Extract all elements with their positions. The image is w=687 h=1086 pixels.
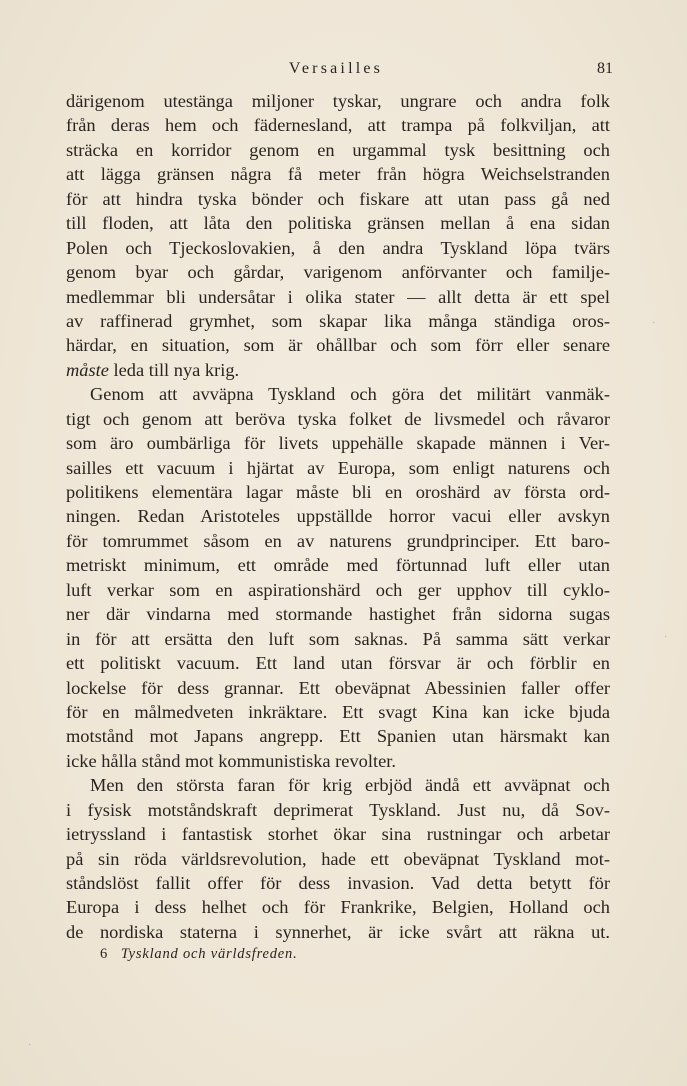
margin-speck: · <box>652 318 656 329</box>
text-line: Polen och Tjeckoslovakien, å den andra Tyskland löpa tvärs <box>66 237 610 258</box>
text-line: Genom att avväpna Tyskland och göra det militärt vanmäk- <box>90 384 610 405</box>
text-line: tigt och genom att beröva tyska folket de livsmedel och råvaror <box>66 408 610 429</box>
signature-title: Tyskland och världsfreden. <box>120 946 298 962</box>
text-line: sträcka en korridor genom en urgammal tysk besittning och <box>66 139 610 160</box>
text-line: på sin röda världsrevolution, hade ett obeväpnat Tyskland mot- <box>66 848 610 869</box>
text-line: Europa i dess helhet och för Frankrike, Belgien, Holland och <box>66 897 610 918</box>
text-line: sailles ett vacuum i hjärtat av Europa, som enligt naturens och <box>66 457 610 478</box>
text-line: till floden, att låta den politiska gränsen mellan å ena sidan <box>66 213 610 234</box>
text-line: från deras hem och fädernesland, att trampa på folkviljan, att <box>66 115 610 136</box>
running-title: Versailles <box>288 60 384 77</box>
body-text <box>66 89 610 944</box>
signature-number: 6 <box>100 946 108 962</box>
text-line: att lägga gränsen några få meter från högra Weichselstranden <box>66 164 610 185</box>
text-line: ietryssland i fantastisk storhet ökar sina rustningar och arbetar <box>66 824 610 845</box>
text-line: för en målmedveten inkräktare. Ett svagt Kina kan icke bjuda <box>66 701 610 722</box>
text-line: i fysisk motståndskraft deprimerat Tyskland. Just nu, då Sov- <box>66 799 610 820</box>
text-line: därigenom utestänga miljoner tyskar, ungrare och andra folk <box>66 91 610 111</box>
margin-speck: · <box>28 1040 32 1051</box>
margin-speck: · <box>664 632 668 643</box>
running-head <box>0 58 687 82</box>
emphasis: måste <box>66 359 109 380</box>
text-line: icke hålla stånd mot kommunistiska revolter. <box>66 750 396 771</box>
text-line: motstånd mot Japans angrepp. Ett Spanien utan härsmakt kan <box>66 726 610 747</box>
page-number: 81 <box>597 60 613 77</box>
text-line: in för att ersätta den luft som saknas. På samma sätt verkar <box>66 628 610 649</box>
text-line: måste leda till nya krig. <box>66 359 240 380</box>
text-line: Men den största faran för krig erbjöd ändå ett avväpnat och <box>90 775 610 796</box>
text-line: ståndslöst fallit offer för dess invasion. Vad detta betytt för <box>66 873 610 893</box>
text-line: av raffinerad grymhet, som skapar lika många ständiga oros- <box>66 310 610 331</box>
signature-footer <box>100 946 298 963</box>
text-line: genom byar och gårdar, varigenom anförvanter och familje- <box>66 262 610 283</box>
text-line: luft verkar som en aspirationshärd och ger upphov till cyklo- <box>66 579 610 600</box>
text-line: metriskt minimum, ett område med förtunnad luft eller utan <box>66 555 610 576</box>
text-line: härdar, en situation, som är ohållbar och som förr eller senare <box>66 335 610 356</box>
text-line: för tomrummet såsom en av naturens grundprinciper. Ett baro- <box>66 530 610 551</box>
text-line: som äro oumbärliga för livets uppehälle skapade männen i Ver- <box>66 433 610 454</box>
text-line: de nordiska staterna i synnerhet, är icke svårt att räkna ut. <box>66 921 610 942</box>
text-line: politikens elementära lagar måste bli en oroshärd av första ord- <box>66 482 610 502</box>
text-line: medlemmar bli undersåtar i olika stater — allt detta är ett spel <box>66 286 610 307</box>
text-line: ningen. Redan Aristoteles uppställde horror vacui eller avskyn <box>66 506 610 527</box>
text-line: lockelse för dess grannar. Ett obeväpnat Abessinien faller offer <box>66 677 610 698</box>
text-line: ner där vindarna med stormande hastighet från sidorna sugas <box>66 604 610 625</box>
text-line: för att hindra tyska bönder och fiskare att utan pass gå ned <box>66 188 610 209</box>
text-line: ett politiskt vacuum. Ett land utan försvar är och förblir en <box>66 653 610 674</box>
